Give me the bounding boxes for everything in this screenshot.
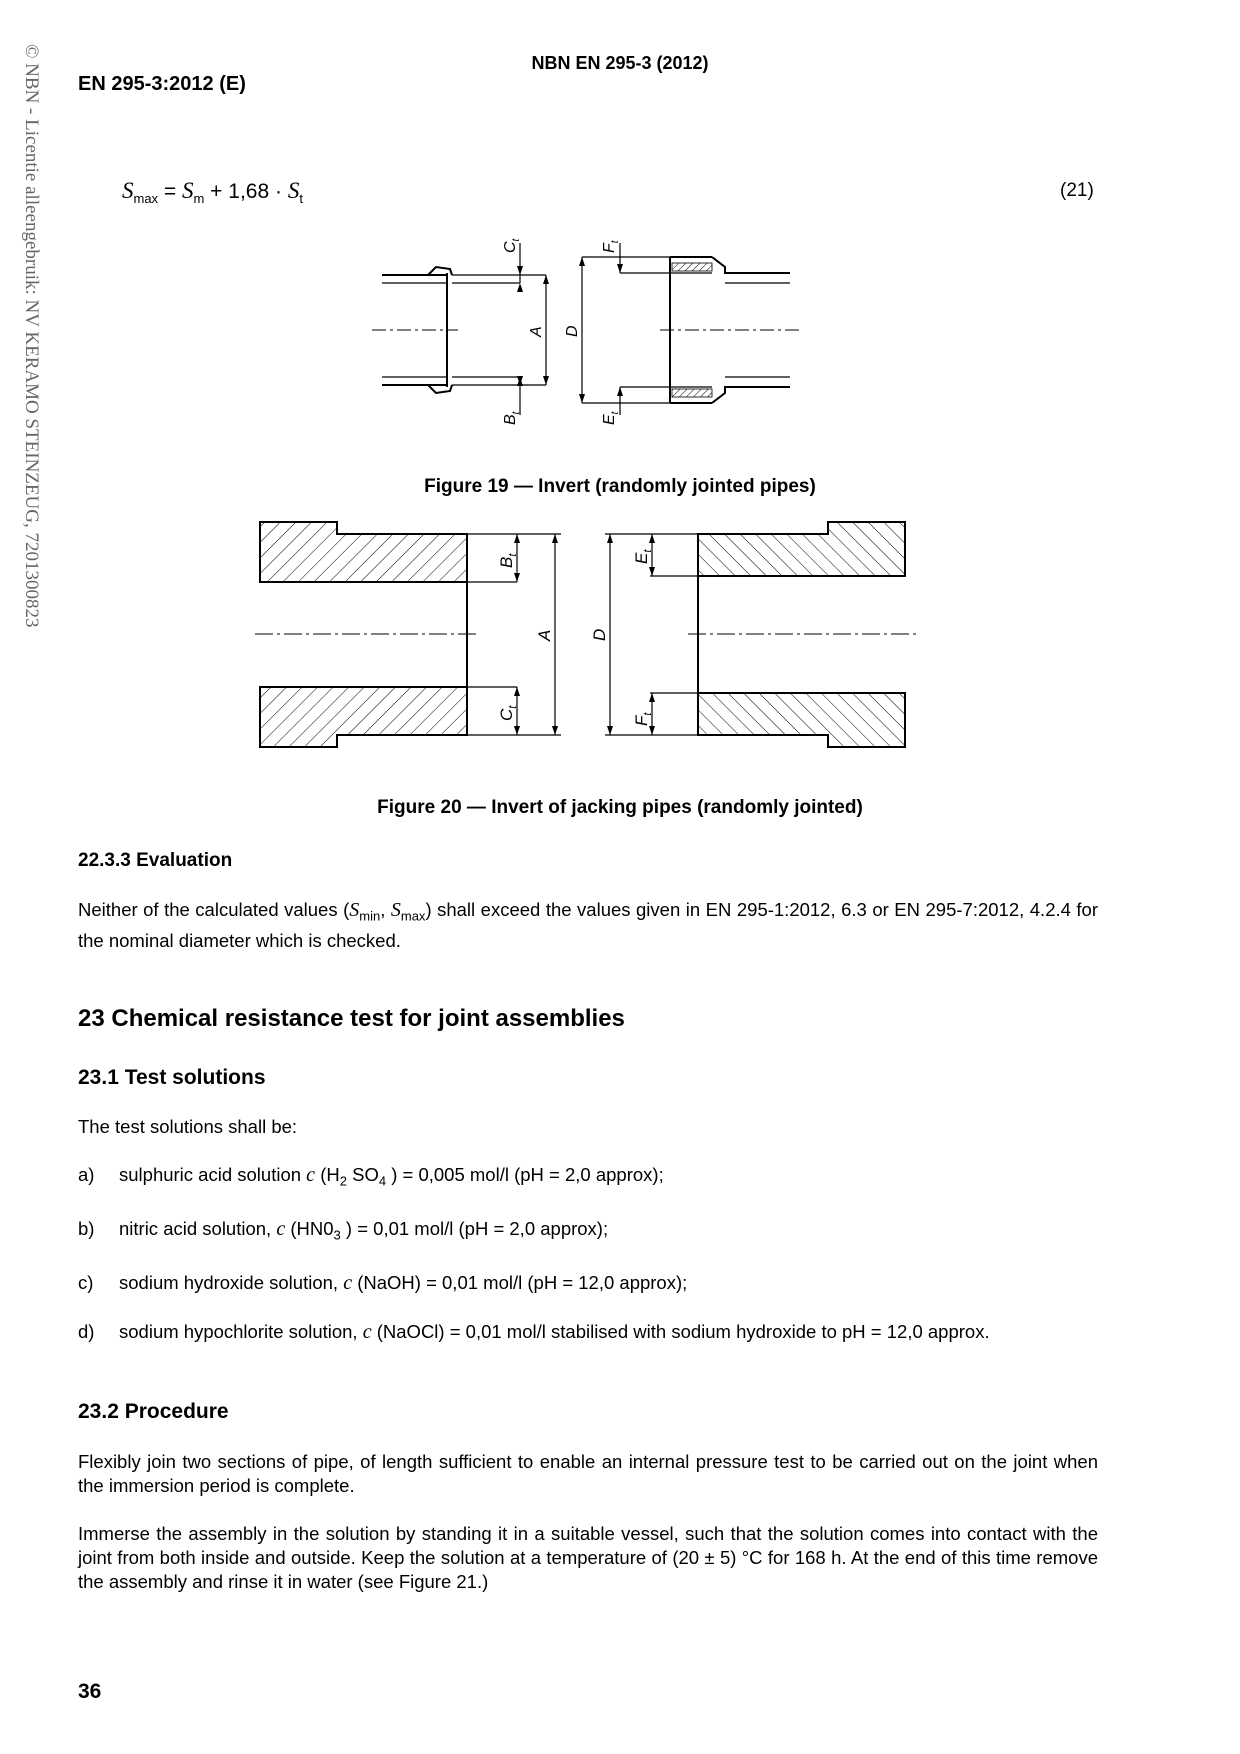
item-b-sub1: 3 xyxy=(333,1227,341,1243)
fig20-label-f: F xyxy=(632,715,651,726)
fig20-label-e-sub: t xyxy=(642,549,654,553)
fig20-label-b: B xyxy=(497,556,516,568)
svg-text:Ft xyxy=(632,712,654,726)
procedure-paragraph-2: Immerse the assembly in the solution by standing it in a suitable vessel, such that the solution comes into contact with the joint from both inside and outside. Keep the solution at a temperature of (20 ± 5) °C for 168 h. At the end of this time remove the assembly and rinse it in water (see Figure 21.) xyxy=(78,1523,1098,1592)
formula-lhs-sub: max xyxy=(133,191,159,207)
item-a-c: c xyxy=(306,1164,316,1186)
page-number: 36 xyxy=(78,1680,102,1703)
fig20-label-d: D xyxy=(590,628,609,641)
heading-22-3-3: 22.3.3 Evaluation xyxy=(78,850,233,871)
heading-23: 23 Chemical resistance test for joint assemblies xyxy=(78,1005,625,1032)
eval-text-b: ) shall exceed the values given in EN 295-1:2012, 6.3 or EN 295-7:2012, 4.2.4 for the nominal diameter which is checked. xyxy=(78,899,1099,951)
formula-t2-sub: t xyxy=(299,191,303,207)
eval-text-a: Neither of the calculated values ( xyxy=(78,899,350,920)
eval-sep: , xyxy=(380,899,391,920)
svg-text:Et xyxy=(601,410,621,425)
formula-21 xyxy=(122,178,303,206)
test-solutions-intro: The test solutions shall be: xyxy=(78,1116,298,1137)
item-c-post: (NaOH) = 0,01 mol/l (pH = 12,0 approx); xyxy=(352,1272,688,1293)
formula-t1-sub: m xyxy=(193,191,205,207)
item-c-pre: sodium hydroxide solution, xyxy=(119,1272,344,1293)
fig20-label-c-sub: t xyxy=(507,705,519,709)
item-c-c: c xyxy=(343,1272,353,1294)
list-item-a xyxy=(78,1163,1098,1193)
fig19-label-f-sub: t xyxy=(610,240,621,244)
svg-text:Bt xyxy=(497,553,519,568)
heading-23-1: 23.1 Test solutions xyxy=(78,1066,266,1089)
svg-text:Bt xyxy=(502,410,522,425)
fig19-label-d: D xyxy=(564,325,581,337)
item-d-post: (NaOCl) = 0,01 mol/l stabilised with sodium hydroxide to pH = 12,0 approx. xyxy=(371,1321,990,1342)
item-b-c: c xyxy=(276,1218,286,1240)
header-standard-center: NBN EN 295-3 (2012) xyxy=(531,53,709,73)
list-marker: c) xyxy=(78,1272,94,1293)
fig20-label-f-sub: t xyxy=(642,712,654,716)
list-marker: a) xyxy=(78,1164,95,1185)
eval-s-max-sub: max xyxy=(400,908,426,924)
fig20-label-c: C xyxy=(497,708,516,721)
svg-text:Ft xyxy=(601,239,621,253)
formula-t1: S xyxy=(182,178,194,203)
eval-s-min: S xyxy=(349,899,360,921)
svg-text:Et xyxy=(632,549,654,564)
figure-20-caption: Figure 20 — Invert of jacking pipes (randomly jointed) xyxy=(377,797,863,818)
fig20-label-b-sub: t xyxy=(507,553,519,557)
fig19-label-c: C xyxy=(502,241,519,253)
fig19-label-b: B xyxy=(502,414,519,425)
fig20-label-e: E xyxy=(632,552,651,564)
figure-19-diagram xyxy=(370,225,810,430)
figure-19-caption: Figure 19 — Invert (randomly jointed pipes) xyxy=(424,476,816,497)
item-b-post: ) = 0,01 mol/l (pH = 2,0 approx); xyxy=(340,1218,609,1239)
formula-lhs: S xyxy=(122,178,134,203)
watermark-text: © NBN - Licentie alleengebruik: NV KERAMO STEINZEUG, 7201300823 xyxy=(21,44,42,628)
list-marker: d) xyxy=(78,1321,95,1342)
eval-s-max: S xyxy=(390,899,401,921)
item-d-c: c xyxy=(362,1321,372,1343)
formula-t2: S xyxy=(287,178,300,203)
fig19-label-f: F xyxy=(601,243,618,253)
item-a-mid2: SO xyxy=(346,1164,379,1185)
list-marker: b) xyxy=(78,1218,95,1239)
procedure-paragraph-1: Flexibly join two sections of pipe, of length sufficient to enable an internal pressure test to be carried out on the joint when the immersion period is complete. xyxy=(78,1451,1098,1496)
fig19-label-e-sub: t xyxy=(610,411,621,415)
fig19-label-a: A xyxy=(528,326,545,337)
item-b-pre: nitric acid solution, xyxy=(119,1218,277,1239)
evaluation-paragraph xyxy=(78,898,1098,953)
svg-text:Ct xyxy=(502,237,522,253)
heading-23-2: 23.2 Procedure xyxy=(78,1400,229,1423)
fig19-label-b-sub: t xyxy=(511,411,522,415)
item-a-sub1: 2 xyxy=(339,1173,347,1189)
formula-eq: = xyxy=(158,180,182,203)
list-item-c xyxy=(78,1271,1098,1301)
header-standard-left: EN 295-3:2012 (E) xyxy=(78,73,246,95)
item-a-sub2: 4 xyxy=(378,1173,387,1189)
fig19-label-e: E xyxy=(601,414,618,425)
formula-op: + 1,68 · xyxy=(204,180,288,203)
list-item-d xyxy=(78,1320,1098,1374)
item-b-mid1: (HN0 xyxy=(285,1218,334,1239)
item-a-post: ) = 0,005 mol/l (pH = 2,0 approx); xyxy=(386,1164,664,1185)
item-d-pre: sodium hypochlorite solution, xyxy=(119,1321,363,1342)
fig20-label-a: A xyxy=(535,629,554,641)
fig19-label-c-sub: t xyxy=(511,238,522,242)
equation-number: (21) xyxy=(1060,180,1094,201)
eval-s-min-sub: min xyxy=(359,908,381,924)
item-a-mid1: (H xyxy=(315,1164,340,1185)
list-item-b xyxy=(78,1217,1098,1247)
figure-20-diagram xyxy=(255,516,935,756)
svg-text:Ct xyxy=(497,705,519,721)
copyright-watermark xyxy=(20,44,44,804)
item-a-pre: sulphuric acid solution xyxy=(119,1164,307,1185)
